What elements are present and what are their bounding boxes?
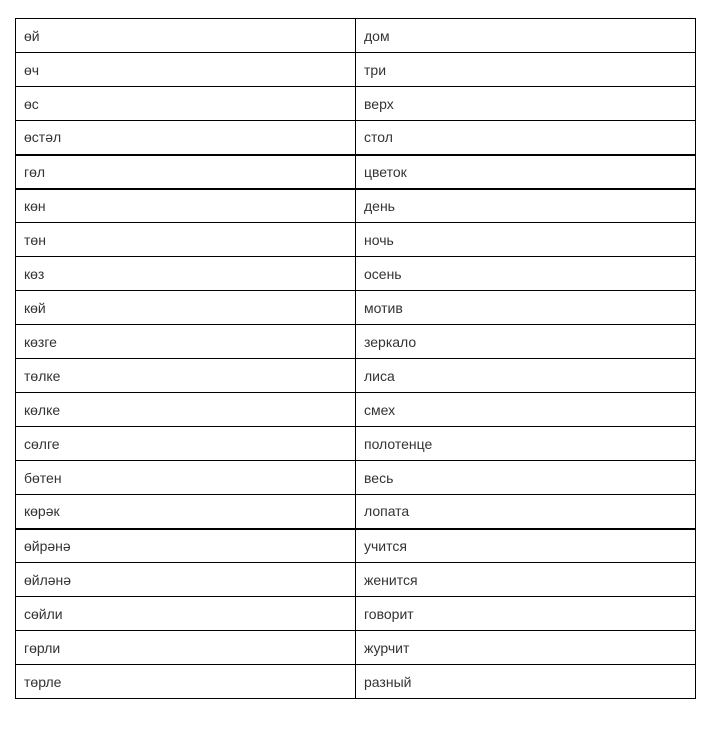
table-row (16, 155, 696, 189)
russian-translation-cell: осень (356, 257, 696, 291)
russian-translation-cell: женится (356, 563, 696, 597)
russian-translation-cell: лопата (356, 495, 696, 529)
table-row (16, 665, 696, 699)
table-row (16, 597, 696, 631)
tatar-word-cell: сөлге (16, 427, 356, 461)
table-row (16, 87, 696, 121)
table-row (16, 461, 696, 495)
vocabulary-table (15, 18, 696, 699)
russian-translation-cell: мотив (356, 291, 696, 325)
table-row (16, 257, 696, 291)
tatar-word-cell: көзге (16, 325, 356, 359)
table-row (16, 495, 696, 529)
russian-translation-cell: три (356, 53, 696, 87)
russian-translation-cell: зеркало (356, 325, 696, 359)
table-row (16, 325, 696, 359)
table-row (16, 121, 696, 155)
russian-translation-cell: учится (356, 529, 696, 563)
tatar-word-cell: көрәк (16, 495, 356, 529)
table-row (16, 291, 696, 325)
tatar-word-cell: көн (16, 189, 356, 223)
tatar-word-cell: бөтен (16, 461, 356, 495)
russian-translation-cell: журчит (356, 631, 696, 665)
tatar-word-cell: гөрли (16, 631, 356, 665)
russian-translation-cell: весь (356, 461, 696, 495)
tatar-word-cell: төлке (16, 359, 356, 393)
table-row (16, 529, 696, 563)
tatar-word-cell: өч (16, 53, 356, 87)
table-row (16, 563, 696, 597)
tatar-word-cell: төрле (16, 665, 356, 699)
table-row (16, 359, 696, 393)
russian-translation-cell: лиса (356, 359, 696, 393)
russian-translation-cell: разный (356, 665, 696, 699)
tatar-word-cell: өс (16, 87, 356, 121)
russian-translation-cell: смех (356, 393, 696, 427)
tatar-word-cell: өстәл (16, 121, 356, 155)
tatar-word-cell: сөйли (16, 597, 356, 631)
russian-translation-cell: говорит (356, 597, 696, 631)
russian-translation-cell: верх (356, 87, 696, 121)
tatar-word-cell: өйрәнә (16, 529, 356, 563)
russian-translation-cell: полотенце (356, 427, 696, 461)
tatar-word-cell: өйләнә (16, 563, 356, 597)
table-row (16, 53, 696, 87)
tatar-word-cell: көй (16, 291, 356, 325)
russian-translation-cell: цветок (356, 155, 696, 189)
tatar-word-cell: өй (16, 19, 356, 53)
table-row (16, 19, 696, 53)
tatar-word-cell: төн (16, 223, 356, 257)
table-row (16, 223, 696, 257)
tatar-word-cell: көлке (16, 393, 356, 427)
tatar-word-cell: көз (16, 257, 356, 291)
russian-translation-cell: стол (356, 121, 696, 155)
russian-translation-cell: день (356, 189, 696, 223)
russian-translation-cell: дом (356, 19, 696, 53)
tatar-word-cell: гөл (16, 155, 356, 189)
table-row (16, 189, 696, 223)
table-row (16, 427, 696, 461)
russian-translation-cell: ночь (356, 223, 696, 257)
table-row (16, 631, 696, 665)
table-row (16, 393, 696, 427)
